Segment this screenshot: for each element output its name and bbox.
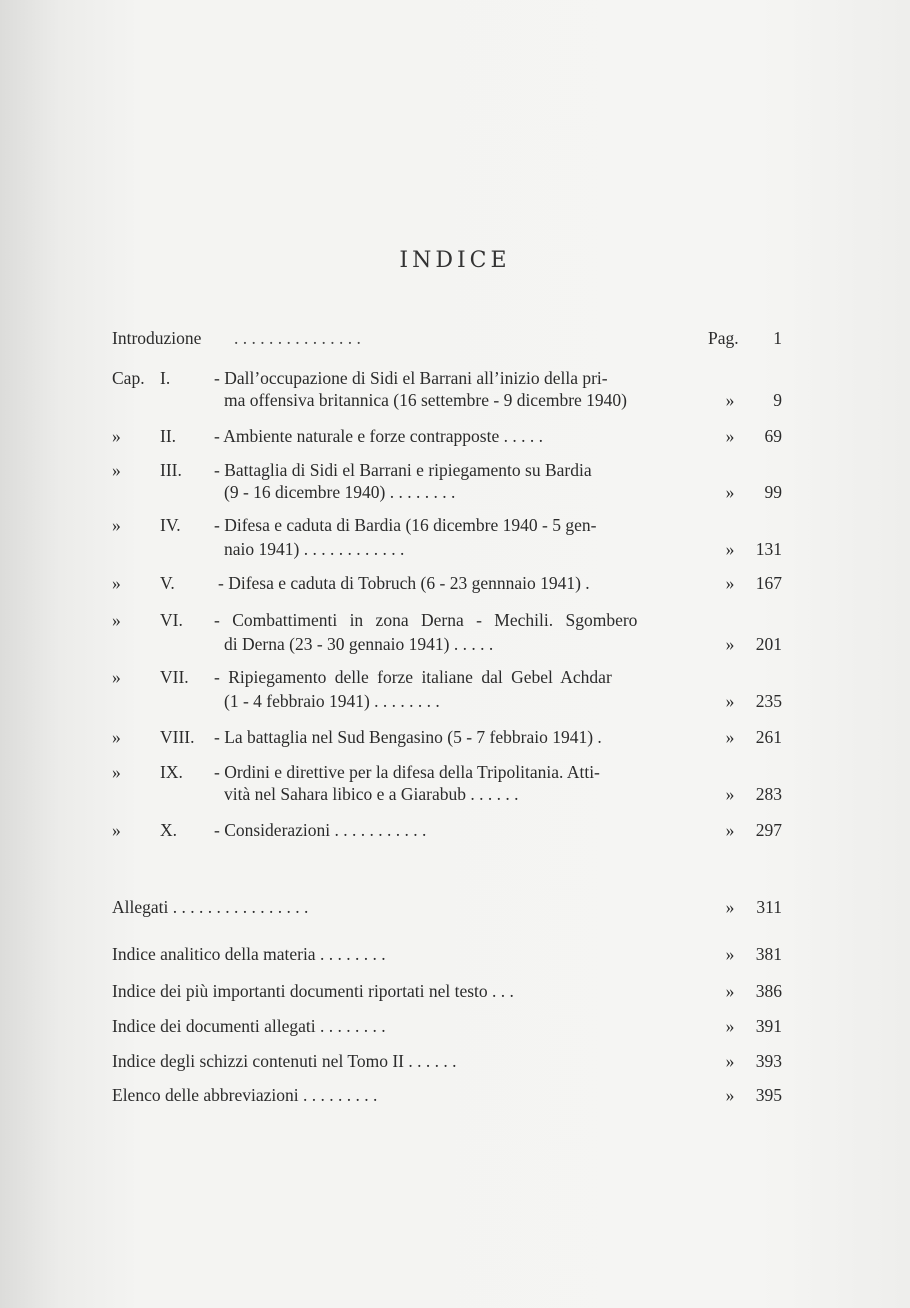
chapter-title-line2: naio 1941) . . . . . . . . . . . . bbox=[224, 539, 405, 559]
ditto-mark: » bbox=[725, 981, 735, 1001]
ditto-mark: » bbox=[725, 539, 735, 559]
chapter-title-line1: - Difesa e caduta di Tobruch (6 - 23 gennnaio 1941) . bbox=[218, 573, 590, 593]
toc-entry-introduzione bbox=[112, 328, 782, 350]
ditto-mark: » bbox=[725, 1016, 735, 1036]
chapter-title-line1: - Battaglia di Sidi el Barrani e ripiegamento su Bardia bbox=[214, 460, 592, 480]
toc-entry-index bbox=[112, 981, 782, 1003]
toc-chapter bbox=[112, 460, 782, 504]
chapter-number: VIII. bbox=[160, 727, 195, 747]
chapter-prefix: » bbox=[112, 762, 121, 782]
chapter-number: VI. bbox=[160, 610, 183, 630]
page-number: 131 bbox=[755, 539, 782, 559]
chapter-title-line1: - Ripiegamento delle forze italiane dal Gebel Achdar bbox=[214, 667, 612, 687]
entry-label: Indice degli schizzi contenuti nel Tomo II . . . . . . bbox=[112, 1051, 457, 1071]
chapter-prefix: » bbox=[112, 610, 121, 630]
pag-word: Pag. bbox=[708, 328, 739, 348]
chapter-prefix: » bbox=[112, 820, 121, 840]
entry-label: Indice dei più importanti documenti riportati nel testo . . . bbox=[112, 981, 514, 1001]
page-number: 393 bbox=[755, 1051, 782, 1071]
chapter-title-line2: ma offensiva britannica (16 settembre - 9 dicembre 1940) bbox=[224, 390, 628, 410]
entry-label: Introduzione bbox=[112, 328, 202, 348]
page-number: 99 bbox=[764, 482, 782, 502]
page-number: 391 bbox=[755, 1016, 782, 1036]
ditto-mark: » bbox=[725, 691, 735, 711]
page-number: 235 bbox=[755, 691, 782, 711]
ditto-mark: » bbox=[725, 727, 735, 747]
toc-entry-allegati bbox=[112, 897, 782, 919]
ditto-mark: » bbox=[725, 820, 735, 840]
chapter-prefix: » bbox=[112, 667, 121, 687]
toc-chapter bbox=[112, 820, 782, 842]
chapter-prefix: » bbox=[112, 460, 121, 480]
page-number: 69 bbox=[764, 426, 782, 446]
toc-chapter bbox=[112, 426, 782, 448]
chapter-title-line2: vità nel Sahara libico e a Giarabub . . . . . . bbox=[224, 784, 519, 804]
ditto-mark: » bbox=[725, 482, 735, 502]
ditto-mark: » bbox=[725, 897, 735, 917]
chapter-title-line1: - Difesa e caduta di Bardia (16 dicembre 1940 - 5 gen- bbox=[214, 515, 597, 535]
entry-label: Allegati . . . . . . . . . . . . . . . . bbox=[112, 897, 309, 917]
chapter-number: IV. bbox=[160, 515, 181, 535]
entry-label: Indice analitico della materia . . . . . . . . bbox=[112, 944, 386, 964]
toc-chapter bbox=[112, 727, 782, 749]
chapter-title-line1: - Considerazioni . . . . . . . . . . . bbox=[214, 820, 427, 840]
ditto-mark: » bbox=[725, 573, 735, 593]
toc-chapter bbox=[112, 368, 782, 412]
chapter-title-line2: (9 - 16 dicembre 1940) . . . . . . . . bbox=[224, 482, 456, 502]
chapter-title-line2: di Derna (23 - 30 gennaio 1941) . . . . . bbox=[224, 634, 494, 654]
entry-label: Elenco delle abbreviazioni . . . . . . . . . bbox=[112, 1085, 378, 1105]
toc-entry-index bbox=[112, 1016, 782, 1038]
chapter-prefix: » bbox=[112, 727, 121, 747]
toc-chapter bbox=[112, 667, 782, 711]
ditto-mark: » bbox=[725, 426, 735, 446]
chapter-number: X. bbox=[160, 820, 178, 840]
chapter-prefix: » bbox=[112, 515, 121, 535]
page-number: 395 bbox=[755, 1085, 782, 1105]
entry-label: Indice dei documenti allegati . . . . . . . . bbox=[112, 1016, 386, 1036]
chapter-number: I. bbox=[160, 368, 171, 388]
ditto-mark: » bbox=[725, 1051, 735, 1071]
chapter-title-line2: (1 - 4 febbraio 1941) . . . . . . . . bbox=[224, 691, 440, 711]
page-number: 386 bbox=[755, 981, 782, 1001]
chapter-title-line1: - Ambiente naturale e forze contrapposte . . . . . bbox=[214, 426, 543, 446]
ditto-mark: » bbox=[725, 784, 735, 804]
chapter-number: III. bbox=[160, 460, 182, 480]
leader-dots: . . . . . . . . . . . . . . . bbox=[234, 328, 361, 348]
page-number: 381 bbox=[755, 944, 782, 964]
chapter-title-line1: - Ordini e direttive per la difesa della Tripolitania. Atti- bbox=[214, 762, 600, 782]
ditto-mark: » bbox=[725, 634, 735, 654]
page-number: 167 bbox=[755, 573, 782, 593]
chapter-number: IX. bbox=[160, 762, 183, 782]
page-title: INDICE bbox=[399, 248, 511, 273]
chapter-prefix: Cap. bbox=[112, 368, 145, 388]
toc-entry-index bbox=[112, 1051, 782, 1073]
chapter-number: II. bbox=[160, 426, 177, 446]
toc-entry-index bbox=[112, 944, 782, 966]
toc-chapter bbox=[112, 573, 782, 595]
chapter-title-line1: - Dall’occupazione di Sidi el Barrani all’inizio della pri- bbox=[214, 368, 608, 388]
ditto-mark: » bbox=[725, 1085, 735, 1105]
page-number: 261 bbox=[755, 727, 782, 747]
ditto-mark: » bbox=[725, 944, 735, 964]
page-number: 311 bbox=[756, 897, 782, 917]
page-number: 9 bbox=[773, 390, 782, 410]
toc-chapter bbox=[112, 610, 782, 654]
chapter-prefix: » bbox=[112, 573, 121, 593]
toc-chapter bbox=[112, 515, 782, 559]
chapter-title-line1: - Combattimenti in zona Derna - Mechili. Sgombero bbox=[214, 610, 638, 630]
ditto-mark: » bbox=[725, 390, 735, 410]
chapter-number: VII. bbox=[160, 667, 189, 687]
page-number: 1 bbox=[773, 328, 782, 348]
page-number: 283 bbox=[755, 784, 782, 804]
page-number: 297 bbox=[755, 820, 782, 840]
chapter-title-line1: - La battaglia nel Sud Bengasino (5 - 7 febbraio 1941) . bbox=[214, 727, 602, 747]
page-number: 201 bbox=[755, 634, 782, 654]
chapter-prefix: » bbox=[112, 426, 121, 446]
toc-chapter bbox=[112, 762, 782, 806]
toc-entry-index bbox=[112, 1085, 782, 1107]
chapter-number: V. bbox=[160, 573, 175, 593]
